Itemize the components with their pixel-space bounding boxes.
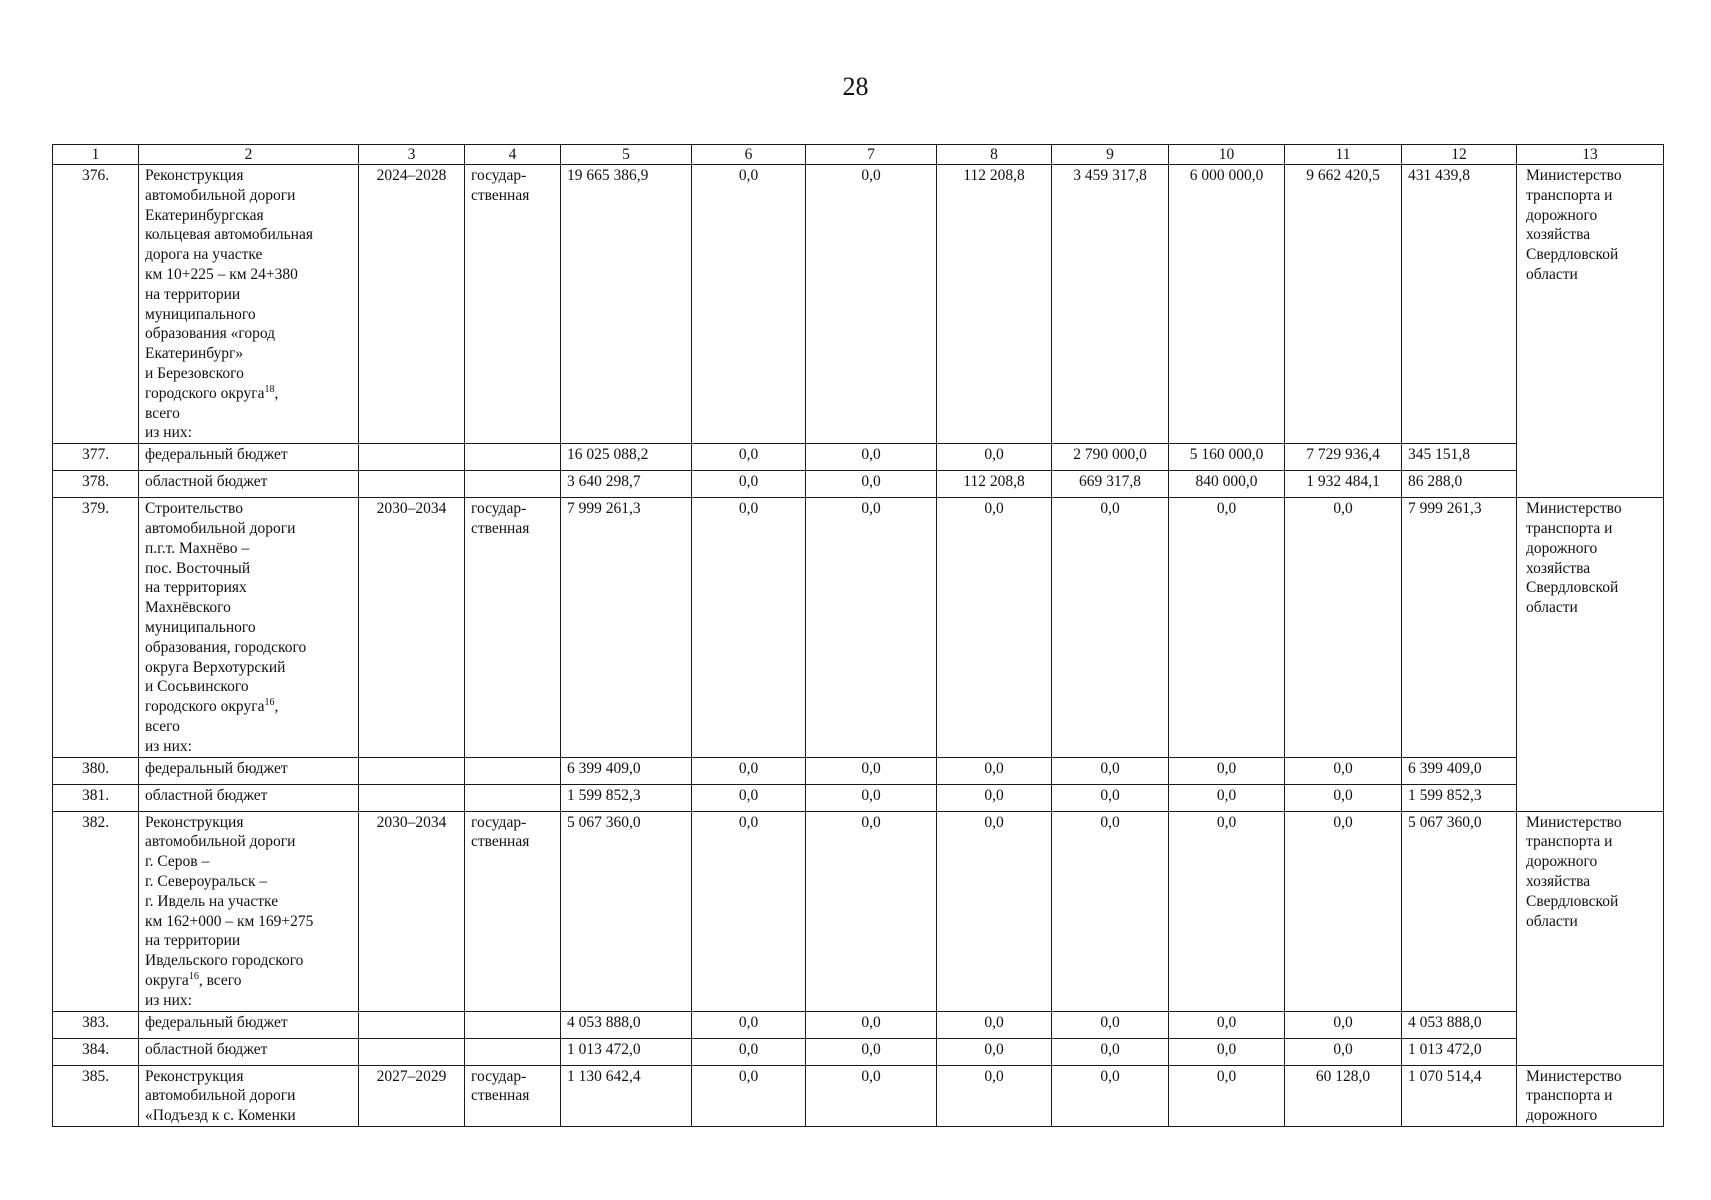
significance-type — [465, 1038, 561, 1065]
value-col-7: 0,0 — [806, 1038, 937, 1065]
header-cell-11: 11 — [1285, 145, 1402, 165]
value-col-10: 0,0 — [1169, 784, 1285, 811]
value-col-10: 840 000,0 — [1169, 471, 1285, 498]
value-col-8: 112 208,8 — [937, 471, 1052, 498]
value-col-9: 669 317,8 — [1052, 471, 1169, 498]
value-col-9: 2 790 000,0 — [1052, 444, 1169, 471]
row-number: 384. — [53, 1038, 139, 1065]
row-number: 376. — [53, 165, 139, 444]
regional-budget-row — [53, 1038, 1664, 1065]
value-col-12: 5 067 360,0 — [1402, 811, 1517, 1011]
header-cell-3: 3 — [359, 145, 465, 165]
period-years — [359, 784, 465, 811]
value-col-11: 0,0 — [1285, 784, 1402, 811]
value-col-5: 19 665 386,9 — [561, 165, 692, 444]
budget-source: областной бюджет — [139, 1038, 359, 1065]
significance-type — [465, 444, 561, 471]
value-col-12: 4 053 888,0 — [1402, 1011, 1517, 1038]
header-row — [53, 145, 1664, 165]
value-col-12: 7 999 261,3 — [1402, 498, 1517, 757]
header-cell-10: 10 — [1169, 145, 1285, 165]
budget-table — [52, 144, 1664, 1127]
value-col-8: 0,0 — [937, 1038, 1052, 1065]
value-col-6: 0,0 — [692, 444, 806, 471]
header-cell-2: 2 — [139, 145, 359, 165]
value-col-6: 0,0 — [692, 1011, 806, 1038]
value-col-10: 0,0 — [1169, 811, 1285, 1011]
header-cell-5: 5 — [561, 145, 692, 165]
value-col-12: 1 013 472,0 — [1402, 1038, 1517, 1065]
value-col-8: 0,0 — [937, 811, 1052, 1011]
value-col-8: 0,0 — [937, 1011, 1052, 1038]
table-row — [53, 1065, 1664, 1126]
row-number: 383. — [53, 1011, 139, 1038]
significance-type — [465, 784, 561, 811]
value-col-9: 0,0 — [1052, 757, 1169, 784]
value-col-9: 0,0 — [1052, 1038, 1169, 1065]
row-number: 377. — [53, 444, 139, 471]
row-number: 385. — [53, 1065, 139, 1126]
footnote-ref: 16 — [188, 970, 199, 982]
item-name: Строительство автомобильной дороги п.г.т. Махнёво – пос. Восточный на территориях Махнёвского муниципального образования, городского округа Верхотурский и Сосьвинского городского округа$^{16}$, всего из них: — [139, 498, 359, 757]
value-col-8: 0,0 — [937, 444, 1052, 471]
budget-source: федеральный бюджет — [139, 444, 359, 471]
header-cell-9: 9 — [1052, 145, 1169, 165]
row-number: 382. — [53, 811, 139, 1011]
value-col-9: 0,0 — [1052, 784, 1169, 811]
value-col-7: 0,0 — [806, 1065, 937, 1126]
significance-type: государ- ственная — [465, 1065, 561, 1126]
header-cell-13: 13 — [1517, 145, 1664, 165]
period-years — [359, 444, 465, 471]
responsible-executor: Министерство транспорта и дорожного хозяйства Свердловской области — [1517, 498, 1664, 811]
significance-type: государ- ственная — [465, 165, 561, 444]
value-col-10: 0,0 — [1169, 1038, 1285, 1065]
value-col-12: 86 288,0 — [1402, 471, 1517, 498]
value-col-6: 0,0 — [692, 784, 806, 811]
header-cell-6: 6 — [692, 145, 806, 165]
value-col-5: 1 599 852,3 — [561, 784, 692, 811]
significance-type — [465, 757, 561, 784]
value-col-7: 0,0 — [806, 811, 937, 1011]
value-col-12: 6 399 409,0 — [1402, 757, 1517, 784]
period-years — [359, 1011, 465, 1038]
value-col-5: 4 053 888,0 — [561, 1011, 692, 1038]
value-col-7: 0,0 — [806, 444, 937, 471]
value-col-7: 0,0 — [806, 784, 937, 811]
value-col-6: 0,0 — [692, 811, 806, 1011]
responsible-executor: Министерство транспорта и дорожного — [1517, 1065, 1664, 1126]
value-col-5: 7 999 261,3 — [561, 498, 692, 757]
value-col-7: 0,0 — [806, 1011, 937, 1038]
value-col-12: 431 439,8 — [1402, 165, 1517, 444]
period-years: 2030–2034 — [359, 811, 465, 1011]
row-number: 381. — [53, 784, 139, 811]
value-col-10: 0,0 — [1169, 757, 1285, 784]
value-col-8: 0,0 — [937, 498, 1052, 757]
period-years — [359, 757, 465, 784]
responsible-executor: Министерство транспорта и дорожного хозяйства Свердловской области — [1517, 165, 1664, 498]
budget-table-container — [52, 144, 1664, 1127]
header-cell-7: 7 — [806, 145, 937, 165]
value-col-6: 0,0 — [692, 757, 806, 784]
table-row — [53, 498, 1664, 757]
value-col-11: 7 729 936,4 — [1285, 444, 1402, 471]
responsible-executor: Министерство транспорта и дорожного хозяйства Свердловской области — [1517, 811, 1664, 1065]
value-col-6: 0,0 — [692, 1038, 806, 1065]
value-col-9: 0,0 — [1052, 1065, 1169, 1126]
value-col-9: 0,0 — [1052, 498, 1169, 757]
value-col-12: 1 599 852,3 — [1402, 784, 1517, 811]
value-col-5: 3 640 298,7 — [561, 471, 692, 498]
value-col-6: 0,0 — [692, 165, 806, 444]
value-col-10: 0,0 — [1169, 498, 1285, 757]
significance-type: государ- ственная — [465, 498, 561, 757]
value-col-11: 9 662 420,5 — [1285, 165, 1402, 444]
value-col-12: 345 151,8 — [1402, 444, 1517, 471]
value-col-7: 0,0 — [806, 165, 937, 444]
value-col-10: 0,0 — [1169, 1011, 1285, 1038]
value-col-7: 0,0 — [806, 498, 937, 757]
period-years — [359, 1038, 465, 1065]
budget-source: областной бюджет — [139, 471, 359, 498]
value-col-10: 5 160 000,0 — [1169, 444, 1285, 471]
value-col-11: 60 128,0 — [1285, 1065, 1402, 1126]
value-col-9: 0,0 — [1052, 811, 1169, 1011]
period-years: 2024–2028 — [359, 165, 465, 444]
value-col-8: 112 208,8 — [937, 165, 1052, 444]
budget-source: федеральный бюджет — [139, 1011, 359, 1038]
value-col-7: 0,0 — [806, 471, 937, 498]
value-col-5: 1 013 472,0 — [561, 1038, 692, 1065]
value-col-11: 0,0 — [1285, 757, 1402, 784]
regional-budget-row — [53, 471, 1664, 498]
value-col-5: 16 025 088,2 — [561, 444, 692, 471]
value-col-9: 3 459 317,8 — [1052, 165, 1169, 444]
table-row — [53, 165, 1664, 444]
table-row — [53, 811, 1664, 1011]
value-col-8: 0,0 — [937, 784, 1052, 811]
page-number: 28 — [842, 72, 869, 101]
value-col-11: 0,0 — [1285, 498, 1402, 757]
header-cell-8: 8 — [937, 145, 1052, 165]
federal-budget-row — [53, 757, 1664, 784]
row-number: 380. — [53, 757, 139, 784]
row-number: 379. — [53, 498, 139, 757]
value-col-5: 1 130 642,4 — [561, 1065, 692, 1126]
period-years: 2030–2034 — [359, 498, 465, 757]
value-col-6: 0,0 — [692, 1065, 806, 1126]
value-col-10: 6 000 000,0 — [1169, 165, 1285, 444]
value-col-6: 0,0 — [692, 498, 806, 757]
value-col-11: 0,0 — [1285, 811, 1402, 1011]
significance-type — [465, 1011, 561, 1038]
header-cell-4: 4 — [465, 145, 561, 165]
significance-type — [465, 471, 561, 498]
value-col-5: 6 399 409,0 — [561, 757, 692, 784]
value-col-12: 1 070 514,4 — [1402, 1065, 1517, 1126]
header-cell-12: 12 — [1402, 145, 1517, 165]
value-col-10: 0,0 — [1169, 1065, 1285, 1126]
period-years: 2027–2029 — [359, 1065, 465, 1126]
item-name: Реконструкция автомобильной дороги г. Серов – г. Североуральск – г. Ивдель на участке км 162+000 – км 169+275 на территории Ивдельского городского округа$^{16}$, всего из них: — [139, 811, 359, 1011]
value-col-6: 0,0 — [692, 471, 806, 498]
period-years — [359, 471, 465, 498]
budget-source: областной бюджет — [139, 784, 359, 811]
footnote-ref: 16 — [264, 696, 275, 708]
value-col-11: 0,0 — [1285, 1011, 1402, 1038]
value-col-9: 0,0 — [1052, 1011, 1169, 1038]
header-cell-1: 1 — [53, 145, 139, 165]
federal-budget-row — [53, 444, 1664, 471]
value-col-5: 5 067 360,0 — [561, 811, 692, 1011]
item-name: Реконструкция автомобильной дороги Екатеринбургская кольцевая автомобильная дорога на участке км 10+225 – км 24+380 на территории муниципального образования «город Екатеринбург» и Березовского городского округа$^{18}$, всего из них: — [139, 165, 359, 444]
value-col-7: 0,0 — [806, 757, 937, 784]
value-col-8: 0,0 — [937, 757, 1052, 784]
budget-source: федеральный бюджет — [139, 757, 359, 784]
value-col-8: 0,0 — [937, 1065, 1052, 1126]
value-col-11: 0,0 — [1285, 1038, 1402, 1065]
regional-budget-row — [53, 784, 1664, 811]
value-col-11: 1 932 484,1 — [1285, 471, 1402, 498]
row-number: 378. — [53, 471, 139, 498]
significance-type: государ- ственная — [465, 811, 561, 1011]
footnote-ref: 18 — [264, 383, 275, 395]
item-name: Реконструкция автомобильной дороги «Подъезд к с. Коменки — [139, 1065, 359, 1126]
federal-budget-row — [53, 1011, 1664, 1038]
